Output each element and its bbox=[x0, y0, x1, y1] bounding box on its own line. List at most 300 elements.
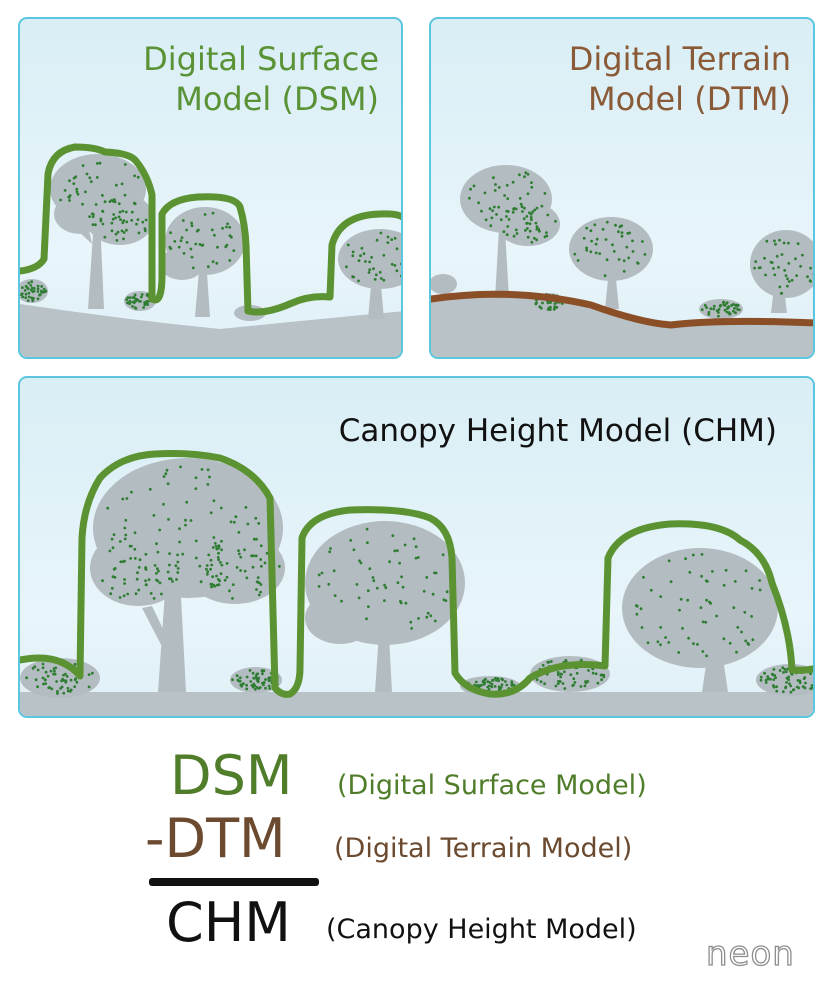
leaf-dot bbox=[797, 687, 800, 690]
leaf-dot bbox=[74, 175, 77, 178]
leaf-dot bbox=[713, 305, 716, 308]
leaf-dot bbox=[68, 199, 71, 202]
leaf-dot bbox=[119, 218, 122, 221]
leaf-dot bbox=[527, 236, 530, 239]
leaf-dot bbox=[198, 565, 201, 568]
leaf-dot bbox=[226, 244, 229, 247]
leaf-dot bbox=[516, 232, 519, 235]
leaf-dot bbox=[176, 554, 179, 557]
leaf-dot bbox=[132, 296, 135, 299]
leaf-dot bbox=[536, 207, 539, 210]
leaf-dot bbox=[101, 579, 104, 582]
leaf-dot bbox=[111, 587, 114, 590]
leaf-dot bbox=[144, 567, 147, 570]
leaf-dot bbox=[562, 682, 565, 685]
leaf-dot bbox=[529, 222, 532, 225]
leaf-dot bbox=[121, 183, 124, 186]
leaf-dot bbox=[190, 248, 193, 251]
leaf-dot bbox=[475, 681, 478, 684]
leaf-dot bbox=[527, 192, 530, 195]
leaf-dot bbox=[124, 534, 127, 537]
leaf-dot bbox=[219, 561, 222, 564]
leaf-dot bbox=[559, 680, 562, 683]
leaf-dot bbox=[708, 601, 711, 604]
leaf-dot bbox=[572, 677, 575, 680]
leaf-dot bbox=[134, 531, 137, 534]
leaf-dot bbox=[159, 582, 162, 585]
leaf-dot bbox=[215, 575, 218, 578]
leaf-dot bbox=[763, 672, 766, 675]
leaf-dot bbox=[25, 293, 28, 296]
leaf-dot bbox=[760, 676, 763, 679]
leaf-dot bbox=[409, 621, 412, 624]
leaf-dot bbox=[136, 578, 139, 581]
leaf-dot bbox=[546, 214, 549, 217]
leaf-dot bbox=[95, 203, 98, 206]
leaf-dot bbox=[29, 284, 32, 287]
leaf-dot bbox=[506, 197, 509, 200]
leaf-dot bbox=[569, 673, 572, 676]
leaf-dot bbox=[117, 231, 120, 234]
leaf-dot bbox=[523, 175, 526, 178]
leaf-dot bbox=[523, 207, 526, 210]
leaf-dot bbox=[135, 223, 138, 226]
leaf-dot bbox=[400, 274, 403, 277]
leaf-dot bbox=[28, 296, 31, 299]
leaf-dot bbox=[585, 247, 588, 250]
leaf-dot bbox=[563, 670, 566, 673]
leaf-dot bbox=[445, 599, 448, 602]
leaf-dot bbox=[167, 518, 170, 521]
leaf-dot bbox=[236, 674, 239, 677]
leaf-dot bbox=[687, 637, 690, 640]
leaf-dot bbox=[134, 202, 137, 205]
leaf-dot bbox=[259, 591, 262, 594]
leaf-dot bbox=[136, 571, 139, 574]
leaf-dot bbox=[485, 218, 488, 221]
leaf-dot bbox=[604, 274, 607, 277]
leaf-dot bbox=[486, 686, 489, 689]
leaf-dot bbox=[751, 638, 754, 641]
leaf-dot bbox=[255, 555, 258, 558]
leaf-dot bbox=[783, 668, 786, 671]
leaf-dot bbox=[506, 225, 509, 228]
leaf-dot bbox=[759, 589, 762, 592]
leaf-dot bbox=[396, 247, 399, 250]
leaf-dot bbox=[109, 592, 112, 595]
leaf-dot bbox=[468, 197, 471, 200]
leaf-dot bbox=[170, 578, 173, 581]
leaf-dot bbox=[115, 184, 118, 187]
leaf-dot bbox=[210, 564, 213, 567]
leaf-dot bbox=[736, 305, 739, 308]
leaf-dot bbox=[247, 523, 250, 526]
leaf-dot bbox=[402, 586, 405, 589]
leaf-dot bbox=[745, 569, 748, 572]
leaf-dot bbox=[670, 580, 673, 583]
leaf-dot bbox=[131, 305, 134, 308]
leaf-dot bbox=[50, 670, 53, 673]
leaf-dot bbox=[321, 572, 324, 575]
leaf-dot bbox=[515, 229, 518, 232]
leaf-dot bbox=[733, 307, 736, 310]
leaf-dot bbox=[806, 275, 809, 278]
leaf-dot bbox=[33, 287, 36, 290]
leaf-dot bbox=[442, 553, 445, 556]
leaf-dot bbox=[585, 227, 588, 230]
leaf-dot bbox=[88, 686, 91, 689]
leaf-dot bbox=[681, 627, 684, 630]
dtm-title-line2: Model (DTM) bbox=[587, 80, 791, 118]
leaf-dot bbox=[718, 308, 721, 311]
leaf-dot bbox=[207, 554, 210, 557]
leaf-dot bbox=[483, 682, 486, 685]
leaf-dot bbox=[257, 680, 260, 683]
leaf-dot bbox=[213, 536, 216, 539]
leaf-dot bbox=[123, 594, 126, 597]
leaf-dot bbox=[786, 277, 789, 280]
leaf-dot bbox=[527, 173, 530, 176]
leaf-dot bbox=[393, 550, 396, 553]
leaf-dot bbox=[705, 599, 708, 602]
leaf-dot bbox=[148, 578, 151, 581]
leaf-dot bbox=[125, 221, 128, 224]
leaf-dot bbox=[134, 294, 137, 297]
leaf-dot bbox=[533, 237, 536, 240]
leaf-dot bbox=[183, 252, 186, 255]
leaf-dot bbox=[353, 548, 356, 551]
leaf-dot bbox=[349, 539, 352, 542]
leaf-dot bbox=[642, 576, 645, 579]
leaf-dot bbox=[401, 274, 403, 277]
leaf-dot bbox=[64, 189, 67, 192]
leaf-dot bbox=[435, 572, 438, 575]
leaf-dot bbox=[221, 227, 224, 230]
leaf-dot bbox=[125, 211, 128, 214]
leaf-dot bbox=[169, 231, 172, 234]
leaf-dot bbox=[125, 229, 128, 232]
leaf-dot bbox=[382, 254, 385, 257]
leaf-dot bbox=[559, 676, 562, 679]
leaf-dot bbox=[264, 687, 267, 690]
leaf-dot bbox=[797, 679, 800, 682]
leaf-dot bbox=[44, 290, 47, 293]
leaf-dot bbox=[544, 235, 547, 238]
leaf-dot bbox=[789, 685, 792, 688]
leaf-dot bbox=[598, 252, 601, 255]
leaf-dot bbox=[84, 191, 87, 194]
leaf-dot bbox=[91, 672, 94, 675]
leaf-dot bbox=[257, 522, 260, 525]
leaf-dot bbox=[684, 557, 687, 560]
leaf-dot bbox=[242, 682, 245, 685]
chm-trees bbox=[20, 458, 815, 698]
leaf-dot bbox=[224, 579, 227, 582]
leaf-dot bbox=[494, 685, 497, 688]
leaf-dot bbox=[557, 682, 560, 685]
leaf-dot bbox=[111, 222, 114, 225]
leaf-dot bbox=[549, 301, 552, 304]
leaf-dot bbox=[767, 677, 770, 680]
leaf-dot bbox=[182, 219, 185, 222]
leaf-dot bbox=[214, 542, 217, 545]
leaf-dot bbox=[493, 206, 496, 209]
leaf-dot bbox=[149, 488, 152, 491]
leaf-dot bbox=[190, 519, 193, 522]
leaf-dot bbox=[131, 211, 134, 214]
leaf-dot bbox=[212, 212, 215, 215]
leaf-dot bbox=[88, 673, 91, 676]
leaf-dot bbox=[391, 534, 394, 537]
leaf-dot bbox=[391, 263, 394, 266]
leaf-dot bbox=[525, 222, 528, 225]
leaf-dot bbox=[659, 626, 662, 629]
leaf-dot bbox=[554, 220, 557, 223]
leaf-dot bbox=[88, 215, 91, 218]
leaf-dot bbox=[590, 240, 593, 243]
leaf-dot bbox=[206, 573, 209, 576]
leaf-dot bbox=[701, 650, 704, 653]
leaf-dot bbox=[512, 208, 515, 211]
leaf-dot bbox=[253, 538, 256, 541]
leaf-dot bbox=[659, 643, 662, 646]
leaf-dot bbox=[367, 589, 370, 592]
leaf-dot bbox=[795, 274, 798, 277]
leaf-dot bbox=[555, 685, 558, 688]
leaf-dot bbox=[210, 559, 213, 562]
leaf-dot bbox=[512, 211, 515, 214]
equation-chm-description: (Canopy Height Model) bbox=[326, 914, 637, 945]
leaf-dot bbox=[787, 242, 790, 245]
leaf-dot bbox=[623, 270, 626, 273]
leaf-dot bbox=[239, 680, 242, 683]
leaf-dot bbox=[42, 663, 45, 666]
leaf-dot bbox=[99, 162, 102, 165]
leaf-dot bbox=[372, 576, 375, 579]
leaf-dot bbox=[374, 278, 377, 281]
leaf-dot bbox=[54, 667, 57, 670]
leaf-dot bbox=[625, 246, 628, 249]
leaf-dot bbox=[783, 242, 786, 245]
leaf-dot bbox=[368, 271, 371, 274]
leaf-dot bbox=[112, 546, 115, 549]
leaf-dot bbox=[626, 232, 629, 235]
leaf-dot bbox=[809, 280, 812, 283]
leaf-dot bbox=[597, 682, 600, 685]
leaf-dot bbox=[365, 617, 368, 620]
leaf-dot bbox=[358, 259, 361, 262]
leaf-dot bbox=[576, 672, 579, 675]
leaf-dot bbox=[600, 678, 603, 681]
leaf-dot bbox=[133, 174, 136, 177]
leaf-dot bbox=[704, 621, 707, 624]
leaf-dot bbox=[585, 682, 588, 685]
leaf-dot bbox=[722, 304, 725, 307]
leaf-dot bbox=[347, 244, 350, 247]
leaf-dot bbox=[37, 290, 40, 293]
leaf-dot bbox=[398, 562, 401, 565]
leaf-dot bbox=[112, 213, 115, 216]
leaf-dot bbox=[44, 679, 47, 682]
leaf-dot bbox=[262, 682, 265, 685]
leaf-dot bbox=[764, 274, 767, 277]
leaf-dot bbox=[254, 517, 257, 520]
leaf-dot bbox=[732, 606, 735, 609]
leaf-dot bbox=[787, 678, 790, 681]
leaf-dot bbox=[705, 655, 708, 658]
leaf-dot bbox=[119, 211, 122, 214]
leaf-dot bbox=[494, 183, 497, 186]
leaf-dot bbox=[213, 499, 216, 502]
leaf-dot bbox=[732, 310, 735, 313]
leaf-dot bbox=[86, 173, 89, 176]
leaf-dot bbox=[734, 580, 737, 583]
leaf-dot bbox=[268, 687, 271, 690]
leaf-dot bbox=[217, 558, 220, 561]
leaf-dot bbox=[804, 687, 807, 690]
leaf-dot bbox=[554, 307, 557, 310]
leaf-dot bbox=[600, 674, 603, 677]
leaf-dot bbox=[490, 686, 493, 689]
leaf-dot bbox=[580, 685, 583, 688]
leaf-dot bbox=[606, 258, 609, 261]
leaf-dot bbox=[779, 669, 782, 672]
leaf-dot bbox=[595, 252, 598, 255]
leaf-dot bbox=[27, 287, 30, 290]
leaf-dot bbox=[225, 226, 228, 229]
leaf-dot bbox=[123, 527, 126, 530]
leaf-dot bbox=[811, 684, 814, 687]
leaf-dot bbox=[194, 487, 197, 490]
leaf-dot bbox=[415, 557, 418, 560]
dsm-ground bbox=[20, 304, 403, 359]
leaf-dot bbox=[501, 678, 504, 681]
leaf-dot bbox=[497, 679, 500, 682]
leaf-dot bbox=[153, 514, 156, 517]
leaf-dot bbox=[543, 682, 546, 685]
leaf-dot bbox=[352, 276, 355, 279]
leaf-dot bbox=[130, 545, 133, 548]
leaf-dot bbox=[257, 677, 260, 680]
leaf-dot bbox=[261, 670, 264, 673]
leaf-dot bbox=[37, 669, 40, 672]
leaf-dot bbox=[563, 687, 566, 690]
leaf-dot bbox=[368, 261, 371, 264]
leaf-dot bbox=[759, 266, 762, 269]
leaf-dot bbox=[773, 668, 776, 671]
leaf-dot bbox=[715, 615, 718, 618]
leaf-dot bbox=[725, 569, 728, 572]
leaf-dot bbox=[175, 578, 178, 581]
leaf-dot bbox=[380, 277, 383, 280]
leaf-dot bbox=[396, 269, 399, 272]
leaf-dot bbox=[765, 681, 768, 684]
leaf-dot bbox=[156, 567, 159, 570]
leaf-dot bbox=[155, 542, 158, 545]
leaf-dot bbox=[62, 692, 65, 695]
leaf-dot bbox=[212, 260, 215, 263]
leaf-dot bbox=[513, 235, 516, 238]
leaf-dot bbox=[30, 289, 33, 292]
leaf-dot bbox=[372, 579, 375, 582]
leaf-dot bbox=[536, 225, 539, 228]
leaf-dot bbox=[492, 176, 495, 179]
leaf-dot bbox=[216, 246, 219, 249]
leaf-dot bbox=[667, 641, 670, 644]
leaf-dot bbox=[238, 531, 241, 534]
leaf-dot bbox=[477, 201, 480, 204]
leaf-dot bbox=[126, 593, 129, 596]
leaf-dot bbox=[641, 626, 644, 629]
leaf-dot bbox=[205, 568, 208, 571]
leaf-dot bbox=[590, 229, 593, 232]
leaf-dot bbox=[773, 240, 776, 243]
leaf-dot bbox=[376, 239, 379, 242]
leaf-dot bbox=[506, 184, 509, 187]
leaf-dot bbox=[156, 580, 159, 583]
leaf-dot bbox=[605, 238, 608, 241]
leaf-dot bbox=[677, 651, 680, 654]
leaf-dot bbox=[782, 671, 785, 674]
leaf-dot bbox=[528, 211, 531, 214]
leaf-dot bbox=[736, 626, 739, 629]
leaf-dot bbox=[32, 667, 35, 670]
leaf-dot bbox=[627, 257, 630, 260]
leaf-dot bbox=[124, 519, 127, 522]
leaf-dot bbox=[260, 544, 263, 547]
leaf-dot bbox=[208, 476, 211, 479]
leaf-dot bbox=[577, 259, 580, 262]
leaf-dot bbox=[500, 218, 503, 221]
leaf-dot bbox=[536, 678, 539, 681]
leaf-dot bbox=[778, 286, 781, 289]
leaf-dot bbox=[700, 575, 703, 578]
leaf-dot bbox=[632, 250, 635, 253]
leaf-dot bbox=[121, 498, 124, 501]
leaf-dot bbox=[92, 223, 95, 226]
leaf-dot bbox=[145, 583, 148, 586]
leaf-dot bbox=[753, 267, 756, 270]
dsm-title-line2: Model (DSM) bbox=[175, 80, 379, 118]
leaf-dot bbox=[803, 676, 806, 679]
leaf-dot bbox=[114, 200, 117, 203]
leaf-dot bbox=[351, 254, 354, 257]
leaf-dot bbox=[206, 570, 209, 573]
leaf-dot bbox=[259, 558, 262, 561]
leaf-dot bbox=[781, 253, 784, 256]
leaf-dot bbox=[220, 548, 223, 551]
leaf-dot bbox=[538, 230, 541, 233]
leaf-dot bbox=[363, 252, 366, 255]
leaf-dot bbox=[692, 554, 695, 557]
equation-dsm-description: (Digital Surface Model) bbox=[337, 770, 647, 801]
leaf-dot bbox=[497, 206, 500, 209]
leaf-dot bbox=[357, 280, 360, 283]
leaf-dot bbox=[173, 240, 176, 243]
leaf-dot bbox=[201, 468, 204, 471]
leaf-dot bbox=[535, 238, 538, 241]
leaf-dot bbox=[503, 194, 506, 197]
leaf-dot bbox=[503, 230, 506, 233]
leaf-dot bbox=[28, 292, 31, 295]
leaf-dot bbox=[134, 557, 137, 560]
leaf-dot bbox=[100, 220, 103, 223]
equation-dtm-label: -DTM bbox=[145, 807, 286, 870]
leaf-dot bbox=[498, 686, 501, 689]
leaf-dot bbox=[494, 189, 497, 192]
leaf-dot bbox=[783, 269, 786, 272]
leaf-dot bbox=[124, 194, 127, 197]
